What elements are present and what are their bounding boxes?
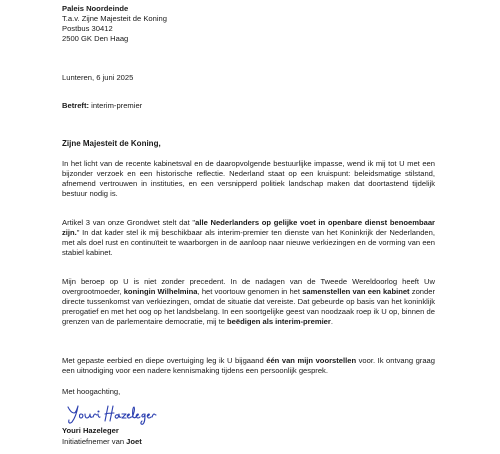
- emphasis-text: één van mijn voorstellen: [266, 356, 357, 365]
- sender-role: [62, 437, 142, 447]
- paragraph-text: , het voortouw genomen in het: [197, 287, 303, 297]
- subject-value: interim-premier: [91, 101, 143, 110]
- recipient-po-box: Postbus 30412: [62, 24, 113, 34]
- paragraph-text: " In dat kader stel ik mij beschikbaar als interim-premier ten dienste van het Koninkrijk der Nederlanden, met als doel rust en continuïteit te waarborgen in de aanloop naar nieuwe verkiezingen en de vorming van een stabiel kabinet.: [62, 228, 435, 258]
- paragraph-text: .: [330, 317, 333, 327]
- paragraph-2: [62, 218, 435, 258]
- paragraph-text: In het licht van de recente kabinetsval en de daaropvolgende bestuurlijke impasse, wend ik mij tot U met een bijzonder verzoek en een historische reflectie. Nederland staat op een kruispunt: beleidsmatige stilstand, afnemend vertrouwen in instituties, en een versnipperd politiek landschap maken dat doortastend tijdelijk bestuur nodig is.: [62, 159, 435, 199]
- handwritten-signature: [64, 402, 174, 429]
- paragraph-4: [62, 356, 435, 376]
- recipient-name: Paleis Noordeinde: [62, 4, 129, 13]
- sender-role-prefix: Initiatiefnemer van: [62, 437, 127, 446]
- paragraph-1: [62, 159, 435, 199]
- salutation: Zijne Majesteit de Koning,: [62, 139, 161, 148]
- paragraph-text: Mijn beroep op U is niet zonder precedent. In de nadagen van de Tweede Wereldoorlog heeft Uw overgrootmoeder,: [62, 277, 435, 297]
- closing: Met hoogachting,: [62, 387, 121, 396]
- emphasis-text: samenstellen van een kabinet: [302, 287, 410, 297]
- paragraph-text: zonder directe tussenkomst van verkiezingen, omdat de situatie dat vereiste. Dat gebeurde op basis van het koninklijk prerogatief en met het oog op het landsbelang. In een soortgelijke geest van noodzaak roep ik U op, binnen de grenzen van de parlementaire democratie, mij te: [62, 287, 435, 327]
- recipient-attention: T.a.v. Zijne Majesteit de Koning: [62, 14, 167, 24]
- sender-role-org: Joet: [126, 437, 142, 446]
- emphasis-text: koningin Wilhelmina: [123, 287, 198, 297]
- emphasis-text: alle Nederlanders op gelijke voet in openbare dienst benoembaar zijn.: [62, 218, 435, 238]
- sender-name: Youri Hazeleger: [62, 426, 119, 435]
- paragraph-text: voor. Ik ontvang graag een uitnodiging voor een nadere kennismaking tijdens een persoonlijk gesprek.: [62, 356, 435, 376]
- date-line: Lunteren, 6 juni 2025: [62, 73, 134, 82]
- subject-label: Betreft:: [62, 101, 90, 110]
- paragraph-text: Artikel 3 van onze Grondwet stelt dat ": [62, 218, 196, 227]
- recipient-address: [62, 4, 167, 44]
- paragraph-text: Met gepaste eerbied en diepe overtuiging leg ik U bijgaand: [62, 356, 267, 365]
- subject-line: [62, 101, 142, 111]
- paragraph-3: [62, 277, 435, 327]
- emphasis-text: beëdigen als interim-premier: [227, 317, 331, 327]
- recipient-postal-city: 2500 GK Den Haag: [62, 34, 129, 44]
